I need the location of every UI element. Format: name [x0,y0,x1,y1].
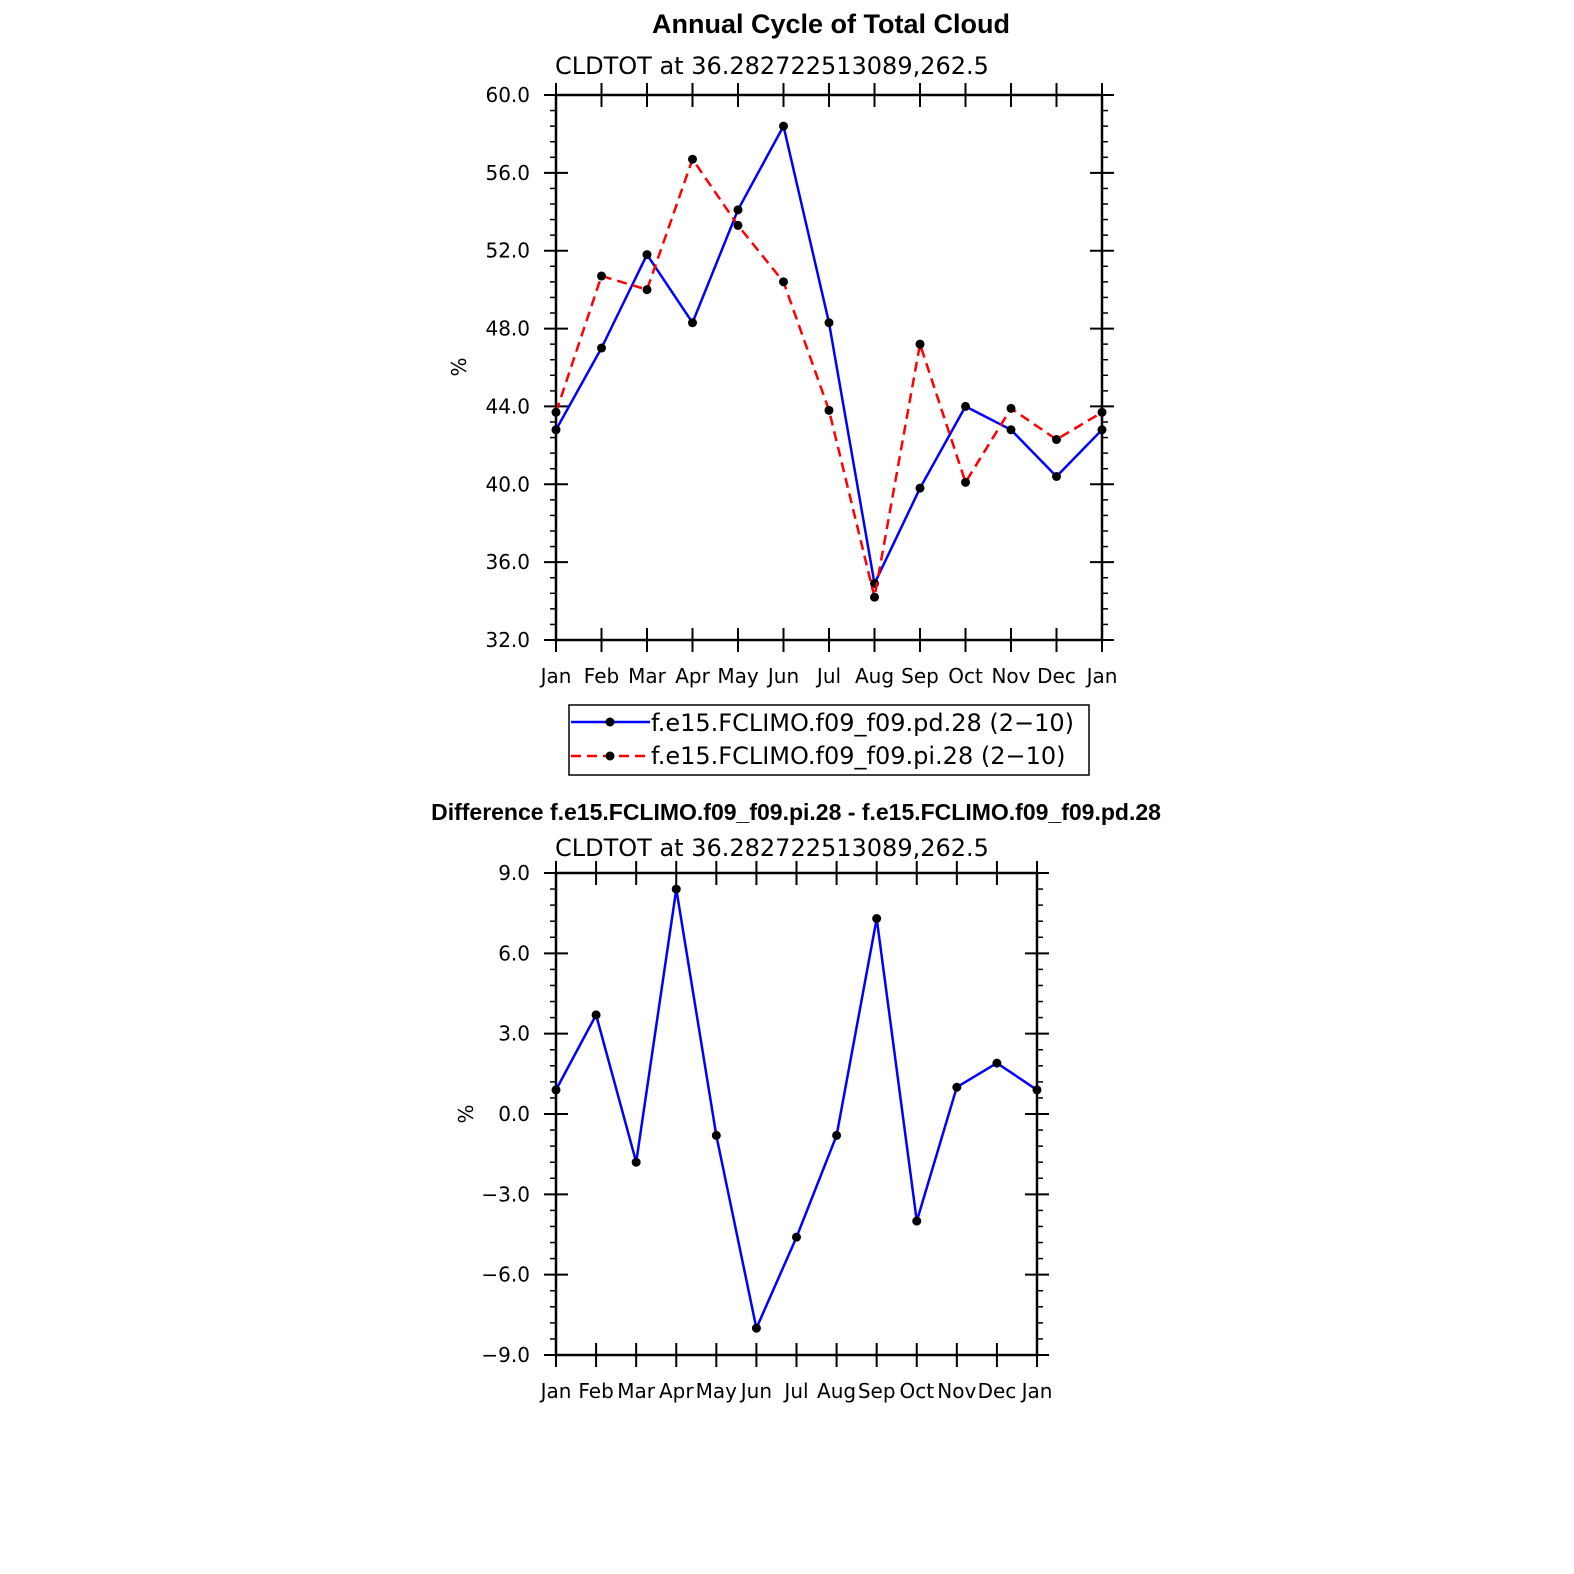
chart2-series-0-point [712,1131,721,1140]
chart1-series-1-point [961,478,970,487]
legend-label-pd: f.e15.FCLIMO.f09_f09.pd.28 (2−10) [651,709,1075,737]
chart2-series-0-point [552,1085,561,1094]
chart1-xtick-label: Jun [767,664,800,688]
chart2-xtick-label: Aug [817,1379,857,1403]
chart2-ytick-label: 9.0 [498,861,530,885]
chart2-series-0-point [872,914,881,923]
chart2-series-0-point [632,1158,641,1167]
chart2-xtick-label: Jun [740,1379,773,1403]
chart1-ytick-label: 36.0 [485,550,530,575]
chart2-ytick-label: 6.0 [498,941,530,966]
chart2-xtick-label: Feb [578,1379,614,1403]
chart1-series-1-point [552,408,561,417]
chart2-frame [556,873,1037,1355]
chart1-ytick-label: 48.0 [485,316,530,341]
chart1-subtitle: CLDTOT at 36.282722513089,262.5 [555,52,989,80]
chart1-series-0-point [916,484,925,493]
chart2-ytick-label: −9.0 [481,1343,530,1367]
chart1-legend [569,705,1089,775]
chart1-ylabel: % [447,357,471,377]
chart1-series-0-line [556,126,1102,583]
chart1-ytick-label: 40.0 [485,472,530,497]
chart1-series-0-point [597,344,606,353]
chart1-series-1-point [1007,404,1016,413]
legend-marker-pd [606,718,615,727]
chart1-xtick-label: Dec [1037,664,1076,688]
chart1-series-1-point [825,406,834,415]
chart1-xtick-label: Sep [901,664,939,688]
legend-marker-pi [606,752,615,761]
chart2-ytick-label: −3.0 [481,1182,530,1207]
chart1-xtick-label: Oct [948,664,983,688]
chart1-ytick-label: 56.0 [485,160,530,185]
difference-chart [431,799,1161,1403]
chart1-series-1-point [1098,408,1107,417]
chart2-ytick-label: 0.0 [498,1102,530,1126]
chart1-xtick-label: May [717,664,759,688]
chart2-xtick-label: Oct [899,1379,935,1403]
chart1-series-1-point [643,285,652,294]
chart2-ylabel: % [454,1104,478,1124]
chart1-series-1-line [556,159,1102,597]
chart1-xtick-label: Aug [854,664,895,688]
chart1-series-1-point [779,277,788,286]
chart2-subtitle: CLDTOT at 36.282722513089,262.5 [555,834,989,862]
chart2-xtick-label: Mar [617,1379,656,1403]
chart1-series-1-point [1052,435,1061,444]
chart1-xtick-label: Mar [628,664,666,688]
chart2-xtick-label: Dec [977,1379,1017,1403]
chart1-xtick-label: Apr [675,664,710,688]
chart1-series-1-point [870,593,879,602]
chart2-series-0-line [556,889,1037,1328]
chart2-xtick-label: Sep [857,1379,896,1403]
legend-label-pi: f.e15.FCLIMO.f09_f09.pi.28 (2−10) [651,742,1066,770]
chart1-series-0-point [643,250,652,259]
chart1-xtick-label: Feb [583,664,620,688]
chart2-xtick-label: Jan [1021,1379,1053,1403]
chart1-series-0-point [779,122,788,131]
chart1-series-0-point [1007,425,1016,434]
chart2-ytick-label: −6.0 [481,1262,530,1287]
chart2-series-0-point [672,885,681,894]
chart2-xtick-label: Jan [540,1379,572,1403]
chart1-series-0-point [961,402,970,411]
chart2-series-0-point [792,1233,801,1242]
chart1-frame [556,95,1102,640]
chart1-series-0-point [734,205,743,214]
chart2-series-0-point [1033,1085,1042,1094]
chart1-ytick-label: 44.0 [485,394,530,419]
chart1-plot-area [485,83,1117,688]
chart2-series-0-point [752,1324,761,1333]
chart1-series-0-point [825,318,834,327]
chart1-series-1-point [734,221,743,230]
chart2-series-0-point [992,1059,1001,1068]
chart2-xtick-label: Nov [937,1379,977,1403]
chart2-series-0-point [912,1217,921,1226]
chart1-title: Annual Cycle of Total Cloud [651,9,1011,39]
chart1-series-0-point [1052,472,1061,481]
chart2-series-0-point [952,1083,961,1092]
chart1-ytick-label: 60.0 [485,83,530,107]
chart1-series-0-point [552,425,561,434]
chart2-series-0-point [592,1010,601,1019]
chart2-xtick-label: Apr [658,1379,694,1403]
chart1-xtick-label: Jan [1086,664,1118,688]
chart2-ytick-label: 3.0 [498,1021,530,1046]
chart1-series-1-point [688,155,697,164]
chart2-xtick-label: Jul [784,1379,809,1403]
chart1-series-0-point [1098,425,1107,434]
chart2-series-0-point [832,1131,841,1140]
chart2-title: Difference f.e15.FCLIMO.f09_f09.pi.28 - f.e15.FCLIMO.f09_f09.pd.28 [431,799,1161,825]
chart1-series-0-point [688,318,697,327]
chart1-series-1-point [597,272,606,281]
chart2-plot-area [481,861,1052,1403]
chart1-xtick-label: Jan [540,664,572,688]
chart1-ytick-label: 52.0 [485,238,530,263]
chart1-series-1-point [916,340,925,349]
annual-cycle-chart [447,9,1117,775]
chart1-xtick-label: Nov [991,664,1031,688]
chart2-xtick-label: May [695,1379,738,1403]
chart1-ytick-label: 32.0 [485,628,530,652]
chart1-xtick-label: Jul [816,664,842,688]
